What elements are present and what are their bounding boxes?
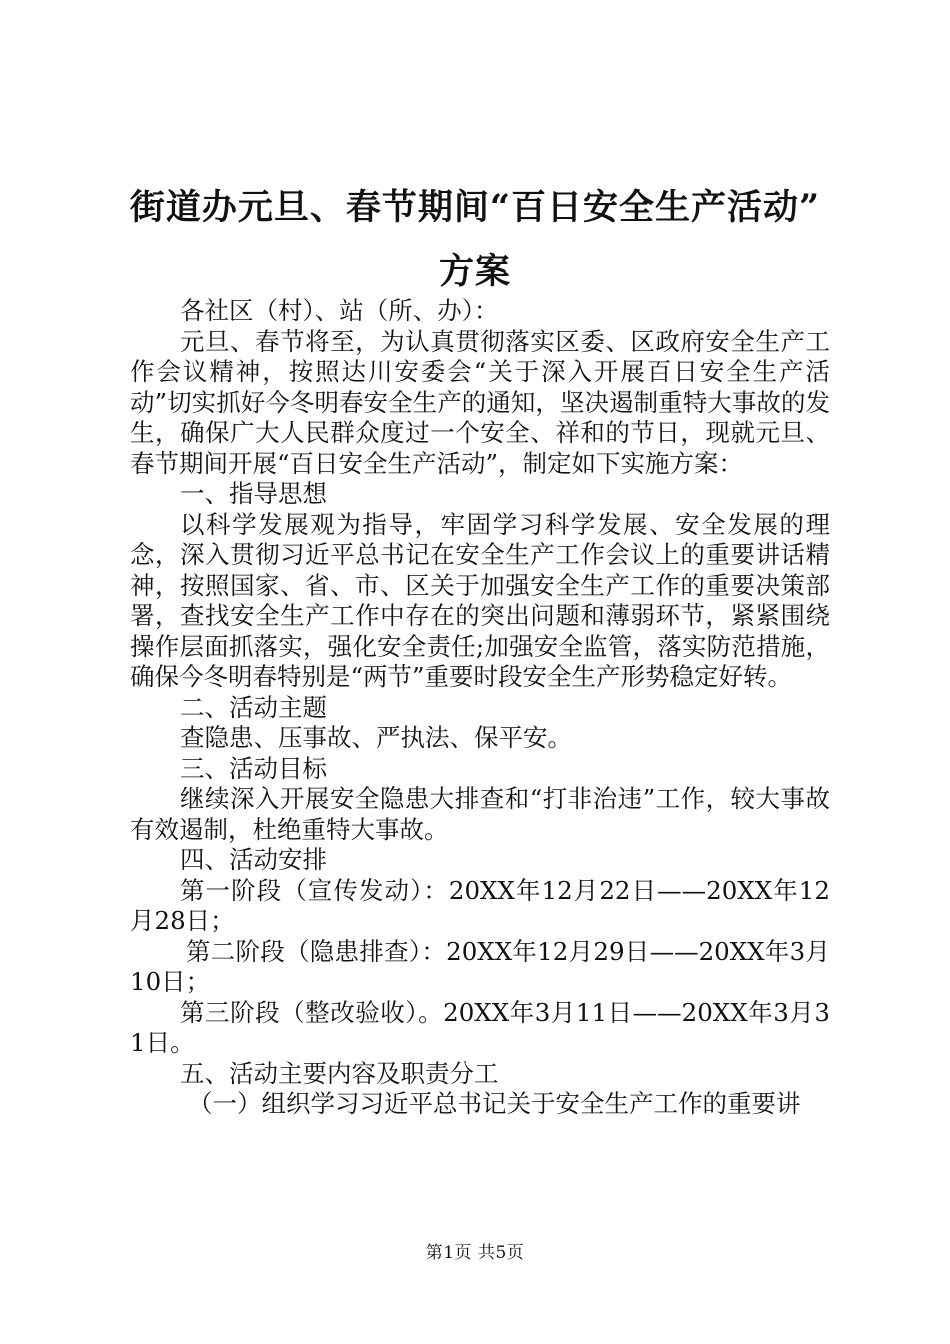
section-paragraph: 查隐患、压事故、严执法、保平安。 (180, 723, 572, 752)
document-title-line1: 街道办元旦、春节期间“百日安全生产活动” (129, 187, 821, 228)
section-heading-main-content: 五、活动主要内容及职责分工 (180, 1058, 499, 1088)
section-paragraph: 继续深入开展安全隐患大排查和“打非治违”工作，较大事故有效遏制，杜绝重特大事故。 (130, 784, 830, 844)
page-footer: 第1页 共5页 (425, 1243, 525, 1263)
document-title-line2: 方案 (438, 251, 511, 292)
section-heading-activity-schedule: 四、活动安排 (180, 845, 327, 874)
section-heading-activity-theme: 二、活动主题 (180, 692, 327, 722)
section-paragraph: （一）组织学习习近平总书记关于安全生产工作的重要讲 (188, 1089, 801, 1118)
schedule-phase-1: 第一阶段（宣传发动）：20XX年12月22日——20XX年12月28日； (130, 875, 830, 935)
section-heading-guiding-ideology: 一、指导思想 (180, 479, 327, 508)
schedule-phase-3: 第三阶段（整改验收）。20XX年3月11日——20XX年3月31日。 (130, 997, 830, 1057)
schedule-phase-2: 第二阶段（隐患排查）：20XX年12月29日——20XX年3月10日； (130, 936, 830, 996)
section-paragraph: 以科学发展观为指导，牢固学习科学发展、安全发展的理念，深入贯彻习近平总书记在安全生产工作会议上的重要讲话精神，按照国家、省、市、区关于加强安全生产工作的重要决策部署，查找安全生产工作中存在的突出问题和薄弱环节，紧紧围绕操作层面抓落实，强化安全责任;加强安全监管，落实防范措施，确保今冬明春特别是“两节”重要时段安全生产形势稳定好转。 (130, 509, 830, 691)
salutation: 各社区（村）、站（所、办）： (180, 296, 499, 325)
intro-paragraph: 元旦、春节将至，为认真贯彻落实区委、区政府安全生产工作会议精神，按照达川安委会“关于深入开展百日安全生产活动”切实抓好今冬明春安全生产的通知，坚决遏制重特大事故的发生，确保广大人民群众度过一个安全、祥和的节日，现就元旦、春节期间开展“百日安全生产活动”，制定如下实施方案： (130, 326, 830, 478)
document-body (130, 296, 830, 1120)
section-heading-activity-goal: 三、活动目标 (180, 753, 327, 783)
